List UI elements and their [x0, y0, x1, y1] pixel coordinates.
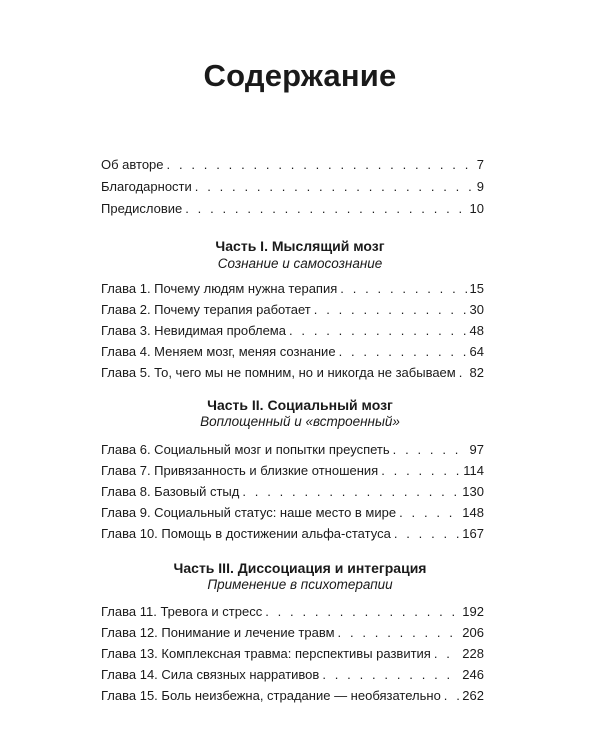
toc-entry-page: 262	[462, 688, 484, 703]
dot-leader	[242, 484, 459, 500]
dot-leader	[444, 688, 460, 704]
toc-entry-chapter-6[interactable]	[101, 440, 484, 458]
toc-entry-page: 10	[469, 201, 484, 216]
dot-leader	[394, 526, 459, 542]
part-2-subtitle: Воплощенный и «встроенный»	[200, 414, 400, 429]
toc-entry-label: Глава 15. Боль неизбежна, страдание — необязательно	[101, 688, 441, 703]
dot-leader	[185, 201, 466, 217]
dot-leader	[265, 604, 459, 620]
toc-entry-page: 148	[462, 505, 484, 520]
toc-entry-label: Глава 13. Комплексная травма: перспективы развития	[101, 646, 431, 661]
toc-entry-label: Глава 10. Помощь в достижении альфа-статуса	[101, 526, 391, 541]
toc-entry-chapter-5[interactable]	[101, 363, 484, 381]
toc-entry-label: Глава 5. То, чего мы не помним, но и никогда не забываем	[101, 365, 456, 380]
toc-entry-page: 82	[469, 365, 484, 380]
dot-leader	[338, 625, 460, 641]
dot-leader	[339, 344, 467, 360]
toc-entry-page: 228	[462, 646, 484, 661]
dot-leader	[289, 323, 467, 339]
toc-entry-label: Глава 3. Невидимая проблема	[101, 323, 286, 338]
toc-entry-label: Глава 2. Почему терапия работает	[101, 302, 311, 317]
part-2-title: Часть II. Социальный мозг	[207, 397, 393, 413]
toc-entry-label: Глава 8. Базовый стыд	[101, 484, 240, 499]
dot-leader	[399, 505, 459, 521]
toc-entry-chapter-12[interactable]	[101, 623, 484, 641]
toc-entry-chapter-2[interactable]	[101, 300, 484, 318]
toc-entry-page: 48	[469, 323, 484, 338]
dot-leader	[322, 667, 459, 683]
toc-entry-chapter-3[interactable]	[101, 321, 484, 339]
dot-leader	[459, 365, 467, 381]
toc-entry-label: Глава 6. Социальный мозг и попытки преуспеть	[101, 442, 390, 457]
toc-entry-chapter-4[interactable]	[101, 342, 484, 360]
toc-entry-page: 30	[469, 302, 484, 317]
toc-entry-chapter-1[interactable]	[101, 279, 484, 297]
dot-leader	[340, 281, 466, 297]
toc-entry-page: 9	[476, 179, 484, 194]
dot-leader	[381, 463, 460, 479]
toc-entry-page: 64	[469, 344, 484, 359]
toc-entry-label: Глава 14. Сила связных нарративов	[101, 667, 320, 682]
toc-entry-page: 97	[469, 442, 484, 457]
toc-entry-acknowledgements[interactable]	[101, 177, 484, 195]
part-3-subtitle: Применение в психотерапии	[207, 577, 393, 592]
toc-entry-page: 206	[462, 625, 484, 640]
toc-entry-label: Глава 1. Почему людям нужна терапия	[101, 281, 338, 296]
toc-entry-chapter-9[interactable]	[101, 503, 484, 521]
dot-leader	[167, 157, 474, 173]
toc-entry-label: Глава 4. Меняем мозг, меняя сознание	[101, 344, 336, 359]
part-1-subtitle: Сознание и самосознание	[217, 256, 383, 271]
toc-entry-chapter-13[interactable]	[101, 644, 484, 662]
toc-entry-label: Благодарности	[101, 179, 192, 194]
toc-entry-preface[interactable]	[101, 199, 484, 217]
toc-entry-page: 7	[476, 157, 484, 172]
toc-entry-chapter-8[interactable]	[101, 482, 484, 500]
dot-leader	[195, 179, 474, 195]
toc-entry-page: 114	[463, 463, 484, 478]
toc-entry-page: 246	[462, 667, 484, 682]
toc-entry-chapter-11[interactable]	[101, 602, 484, 620]
dot-leader	[314, 302, 467, 318]
page-title: Содержание	[203, 58, 397, 93]
toc-entry-page: 130	[462, 484, 484, 499]
toc-entry-label: Об авторе	[101, 157, 164, 172]
dot-leader	[434, 646, 459, 662]
toc-entry-page: 15	[469, 281, 484, 296]
toc-entry-label: Предисловие	[101, 201, 183, 216]
part-3-title: Часть III. Диссоциация и интеграция	[173, 560, 427, 576]
toc-entry-chapter-7[interactable]	[101, 461, 484, 479]
toc-entry-label: Глава 9. Социальный статус: наше место в мире	[101, 505, 397, 520]
toc-entry-page: 192	[462, 604, 484, 619]
toc-entry-chapter-14[interactable]	[101, 665, 484, 683]
toc-entry-about-author[interactable]	[101, 155, 484, 173]
toc-entry-chapter-10[interactable]	[101, 524, 484, 542]
dot-leader	[393, 442, 467, 458]
toc-entry-label: Глава 11. Тревога и стресс	[101, 604, 263, 619]
toc-entry-label: Глава 7. Привязанность и близкие отношения	[101, 463, 379, 478]
toc-entry-label: Глава 12. Понимание и лечение травм	[101, 625, 335, 640]
part-1-title: Часть I. Мыслящий мозг	[215, 238, 385, 254]
toc-entry-chapter-15[interactable]	[101, 686, 484, 704]
toc-entry-page: 167	[462, 526, 484, 541]
